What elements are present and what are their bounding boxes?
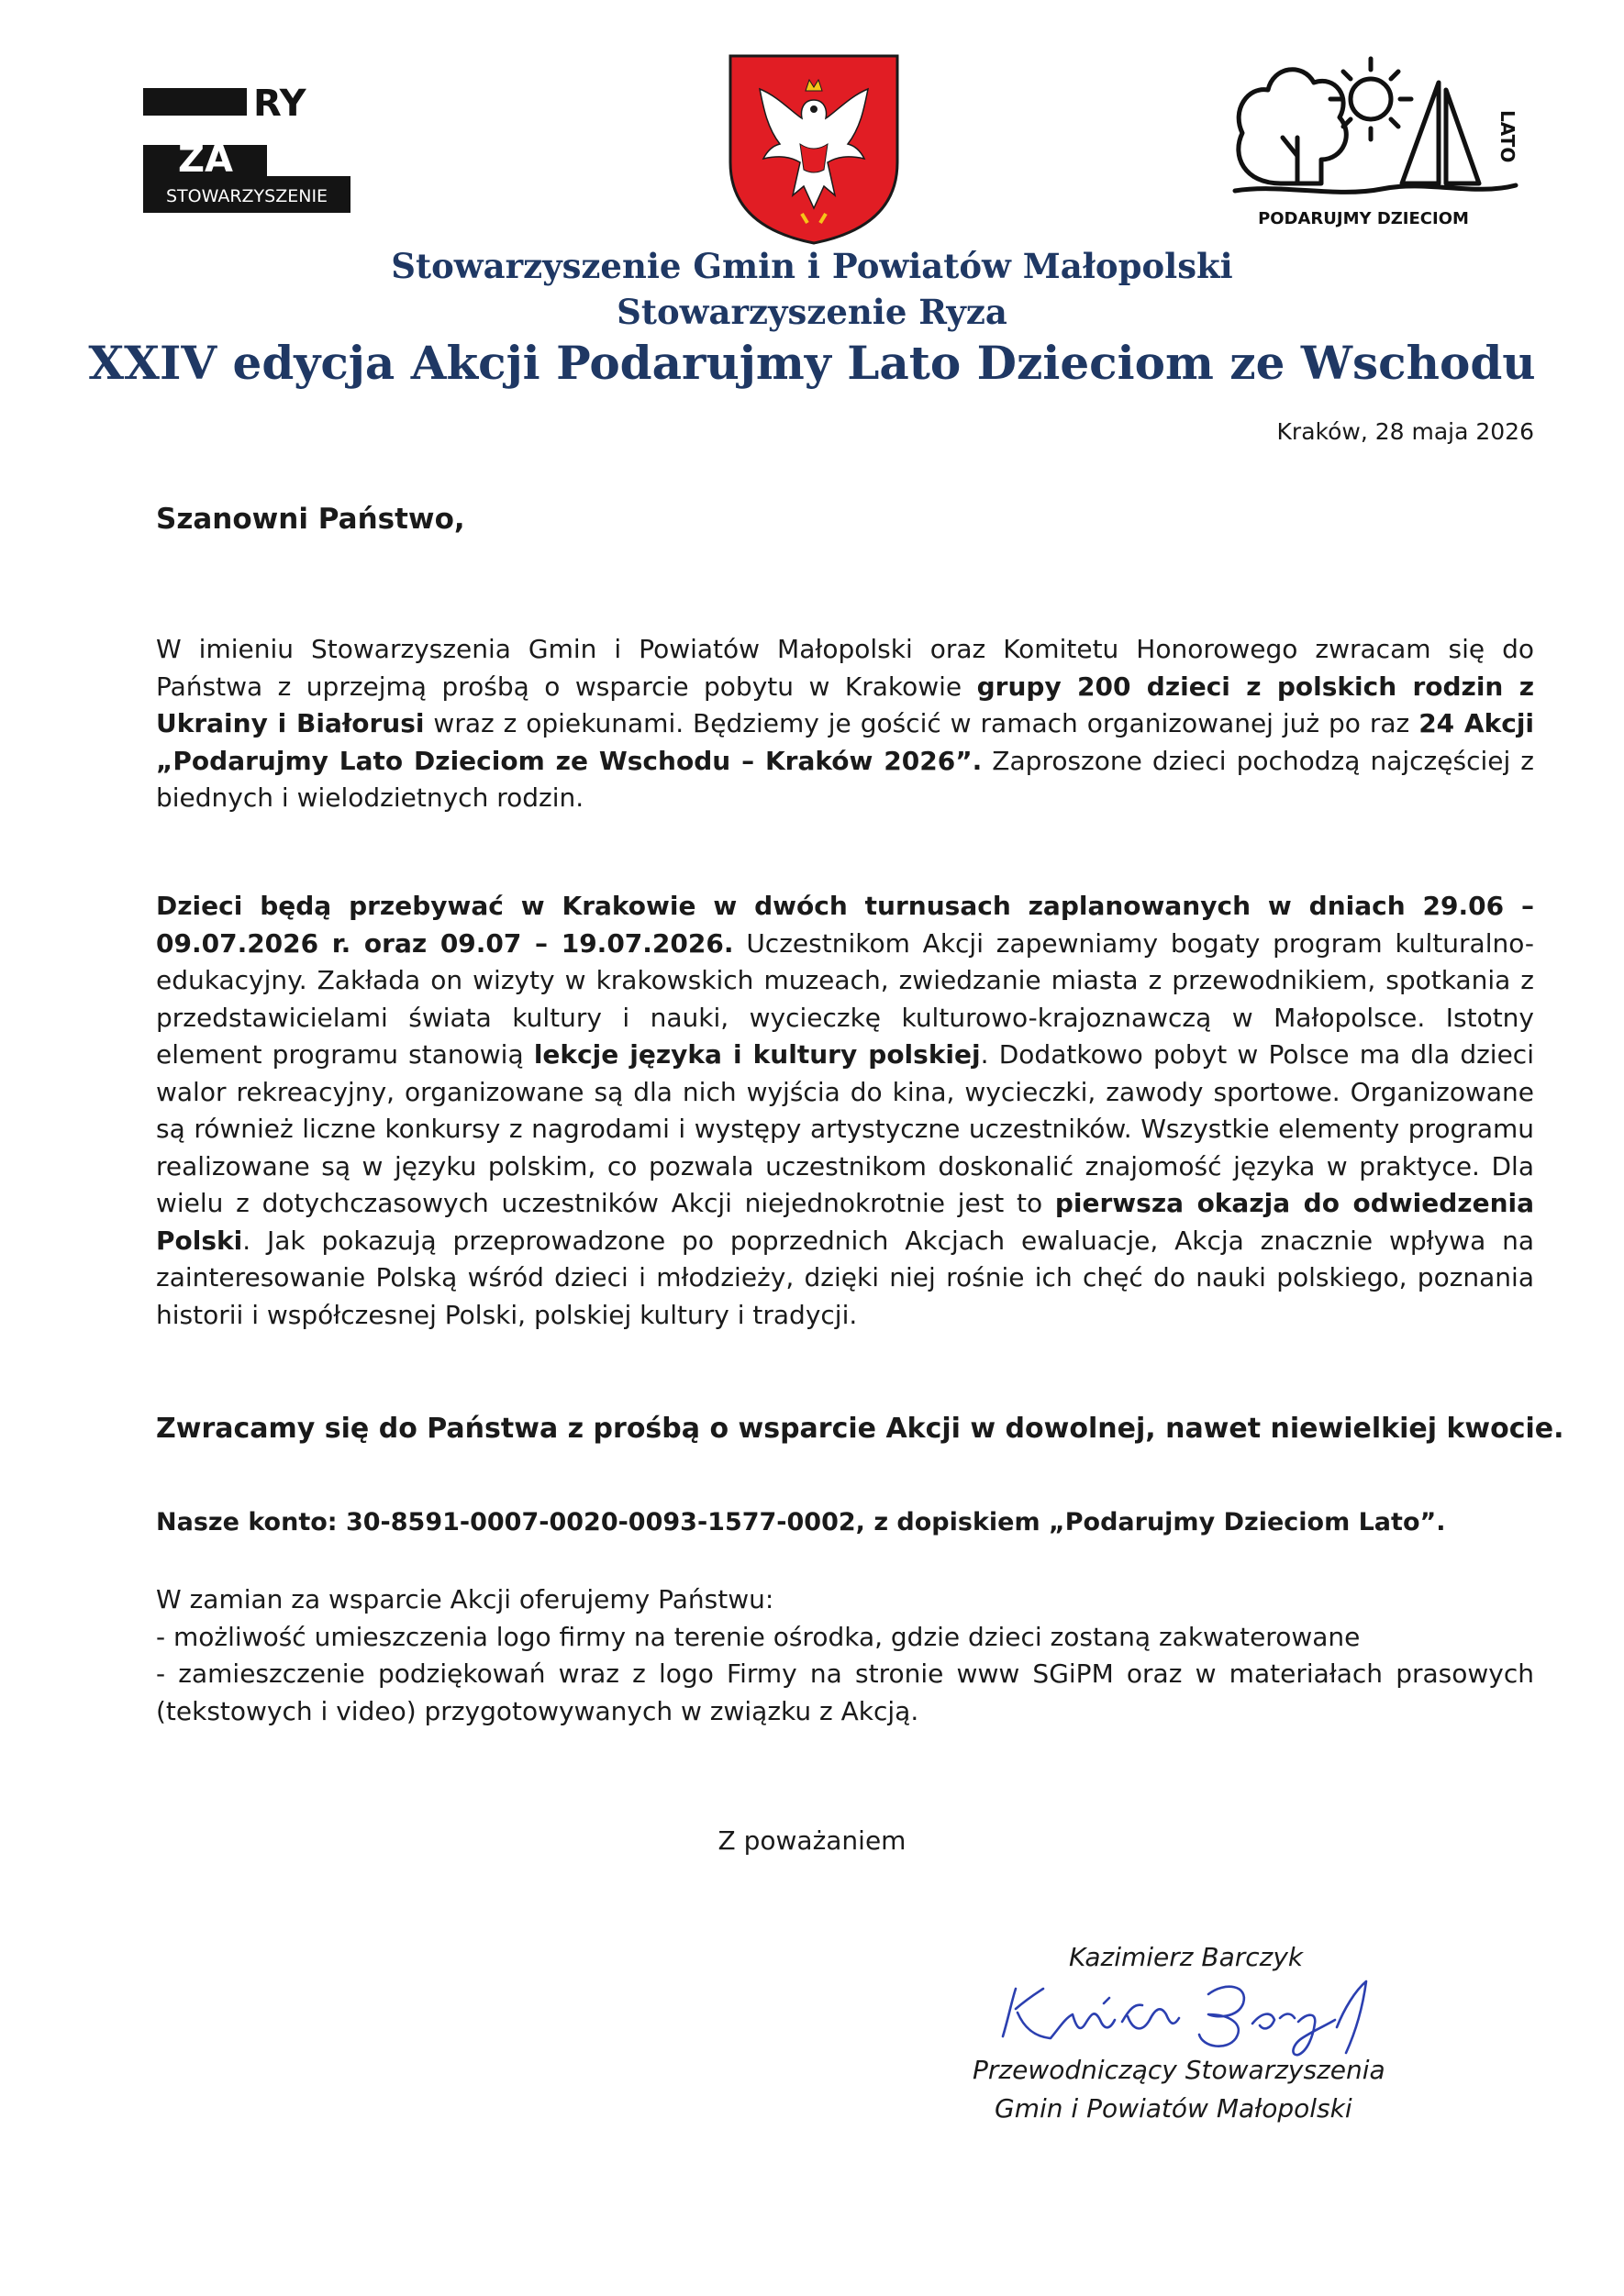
closing: Z poważaniem xyxy=(717,1825,907,1856)
header-line2: Stowarzyszenie Ryza xyxy=(617,292,1007,332)
paragraph-2 xyxy=(156,888,1534,1334)
offer-item-2: - zamieszczenie podziękowań wraz z logo Firmy na stronie www SGiPM oraz w materiałach prasowych (tekstowych i video) przygotowywanych w związku z Akcją. xyxy=(156,1658,1534,1726)
p2-bold-1: Dzieci będą przebywać w Krakowie w dwóch turnusach zaplanowanych w dniach 29.06 – 09.07.2026 r. oraz 09.07 – 19.07.2026. xyxy=(156,891,1534,959)
podarujmy-lato-logo xyxy=(1226,46,1525,229)
support-request: Zwracamy się do Państwa z prośbą o wsparcie Akcji w dowolnej, nawet niewielkiej kwocie. xyxy=(156,1413,1564,1445)
p2-text-2: . Dodatkowo pobyt w Polsce ma dla dzieci walor rekreacyjny, organizowane są dla nich wyjścia do kina, wycieczki, zawody sportowe. Organizowane są również liczne konkursy z nagrodami i występy artystyczne uczestników. Wszystkie elementy programu realizowane są w języku polskim, co pozwala uczestnikom doskonalić znajomość języka w praktyce. Dla wielu z dotychczasowych uczestników Akcji niejednokrotnie jest to xyxy=(156,1039,1534,1218)
bank-account: Nasze konto: 30-8591-0007-0020-0093-1577-0002, z dopiskiem „Podarujmy Dzieciom Lato”. xyxy=(156,1508,1446,1536)
header-line1: Stowarzyszenie Gmin i Powiatów Małopolski xyxy=(391,246,1233,286)
p2-bold-3: pierwsza okazja do odwiedzenia Polski xyxy=(156,1188,1535,1256)
offer-intro: W zamian za wsparcie Akcji oferujemy Państwu: xyxy=(156,1584,774,1614)
offer-list xyxy=(156,1581,1534,1730)
letter-date: Kraków, 28 maja 2026 xyxy=(1276,418,1534,445)
p2-bold-2: lekcje języka i kultury polskiej xyxy=(533,1039,981,1070)
ryza-logo-line1: RY xyxy=(253,83,306,125)
signatory-title-line1: Przewodniczący Stowarzyszenia xyxy=(973,2055,1385,2085)
paragraph-1 xyxy=(156,631,1534,817)
p2-text-3: . Jak pokazują przeprowadzone po poprzednich Akcjach ewaluacje, Akcja znacznie wpływa na zainteresowanie Polską wśród dzieci i młodzieży, dzięki niej rośnie ich chęć do nauki polskiego, poznania historii i współczesnej Polski, polskiej kultury i tradycji. xyxy=(156,1225,1534,1330)
lato-logo-side: LATO xyxy=(1496,110,1518,163)
p1-text-2: wraz z opiekunami. Będziemy je gościć w ramach organizowanej już po raz xyxy=(424,708,1419,738)
p1-bold-1: grupy 200 dzieci z polskich rodzin z Ukrainy i Białorusi xyxy=(156,671,1534,738)
handwritten-signature xyxy=(996,1972,1381,2060)
signatory-title-line2: Gmin i Powiatów Małopolski xyxy=(995,2093,1352,2124)
offer-item-1: - możliwość umieszczenia logo firmy na terenie ośrodka, gdzie dzieci zostaną zakwaterowane xyxy=(156,1621,1361,1652)
lato-logo-caption: PODARUJMY DZIECIOM xyxy=(1258,209,1469,228)
greeting: Szanowni Państwo, xyxy=(156,503,465,536)
ryza-logo-line2: ZA xyxy=(178,139,233,181)
ryza-logo xyxy=(143,79,350,213)
p1-text-1: W imieniu Stowarzyszenia Gmin i Powiatów Małopolski oraz Komitetu Honorowego zwracam się do Państwa z uprzejmą prośbą o wsparcie pobytu w Krakowie xyxy=(156,634,1534,702)
eagle-crest-icon xyxy=(727,52,901,247)
signatory-name: Kazimierz Barczyk xyxy=(1069,1942,1304,1972)
p1-bold-2: 24 Akcji „Podarujmy Lato Dzieciom ze Wschodu – Kraków 2026”. xyxy=(156,708,1535,776)
p1-text-3: Zaproszone dzieci pochodzą najczęściej z biednych i wielodzietnych rodzin. xyxy=(156,745,1535,813)
ryza-logo-caption: STOWARZYSZENIE xyxy=(165,186,328,206)
p2-text-1: Uczestnikom Akcji zapewniamy bogaty program kulturalno-edukacyjny. Zakłada on wizyty w krakowskich muzeach, zwiedzanie miasta z przewodnikiem, spotkania z przedstawicielami świata kultury i nauki, wycieczkę kulturowo-krajoznawczą w Małopolsce. Istotny element programu stanowią xyxy=(156,927,1534,1070)
header-title: XXIV edycja Akcji Podarujmy Lato Dzieciom ze Wschodu xyxy=(88,336,1536,390)
